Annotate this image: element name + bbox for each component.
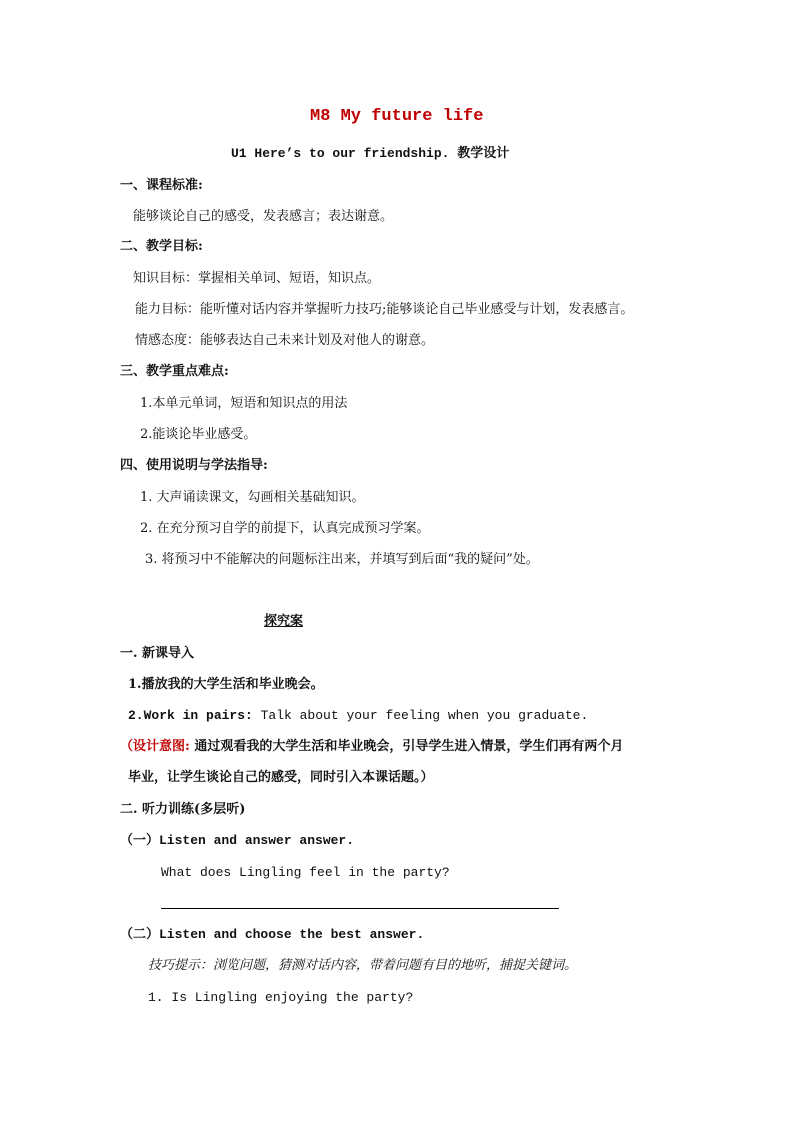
intro-item-2 xyxy=(128,707,588,725)
intro-item-2-label: 2.Work in pairs: xyxy=(128,708,253,723)
objective-emotion: 情感态度：能够表达自己未来计划及对他人的谢意。 xyxy=(135,333,435,348)
document-subtitle: U1 Here’s to our friendship. 教学设计 xyxy=(231,146,510,161)
inquiry-title: 探究案 xyxy=(264,614,304,629)
key-point-1: 1.本单元单词，短语和知识点的用法 xyxy=(140,396,348,411)
guidance-item-3: 3. 将预习中不能解决的问题标注出来，并填写到后面“我的疑问”处。 xyxy=(145,552,539,567)
design-intent-line-2: 毕业，让学生谈论自己的感受，同时引入本课话题。） xyxy=(128,770,434,785)
listening-part1-heading: （一）Listen and answer answer. xyxy=(120,833,355,848)
key-point-2: 2.能谈论毕业感受。 xyxy=(140,427,257,442)
listening-part2-heading: （二）Listen and choose the best answer. xyxy=(120,927,425,942)
guidance-item-2: 2. 在充分预习自学的前提下，认真完成预习学案。 xyxy=(140,521,430,536)
listening-part1-question: What does Lingling feel in the party? xyxy=(161,865,450,880)
intro-item-1: 1.播放我的大学生活和毕业晚会。 xyxy=(128,677,324,692)
listening-heading: 二. 听力训练(多层听) xyxy=(120,802,246,817)
section-heading-curriculum: 一、课程标准: xyxy=(120,178,203,193)
intro-item-2-text: Talk about your feeling when you graduate. xyxy=(252,708,589,723)
design-intent-line-1 xyxy=(120,738,623,756)
design-intent-label: （设计意图: xyxy=(120,739,190,754)
document-title: M8 My future life xyxy=(310,107,484,126)
section-heading-key-points: 三、教学重点难点: xyxy=(120,364,229,379)
objective-knowledge: 知识目标：掌握相关单词、短语，知识点。 xyxy=(133,271,381,286)
curriculum-text: 能够谈论自己的感受，发表感言；表达谢意。 xyxy=(133,209,394,224)
listening-part2-question-1: 1. Is Lingling enjoying the party? xyxy=(148,990,414,1005)
objective-ability: 能力目标：能听懂对话内容并掌握听力技巧;能够谈论自己毕业感受与计划，发表感言。 xyxy=(135,302,634,317)
guidance-item-1: 1. 大声诵读课文，勾画相关基础知识。 xyxy=(140,490,365,505)
section-heading-objectives: 二、教学目标: xyxy=(120,239,203,254)
answer-line xyxy=(161,908,559,909)
design-intent-text-1: 通过观看我的大学生活和毕业晚会，引导学生进入情景，学生们再有两个月 xyxy=(189,739,624,754)
listening-part2-tip: 技巧提示：浏览问题，猜测对话内容，带着问题有目的地听，捕捉关键词。 xyxy=(148,958,578,973)
intro-heading: 一. 新课导入 xyxy=(120,646,195,661)
section-heading-guidance: 四、使用说明与学法指导: xyxy=(120,458,268,473)
